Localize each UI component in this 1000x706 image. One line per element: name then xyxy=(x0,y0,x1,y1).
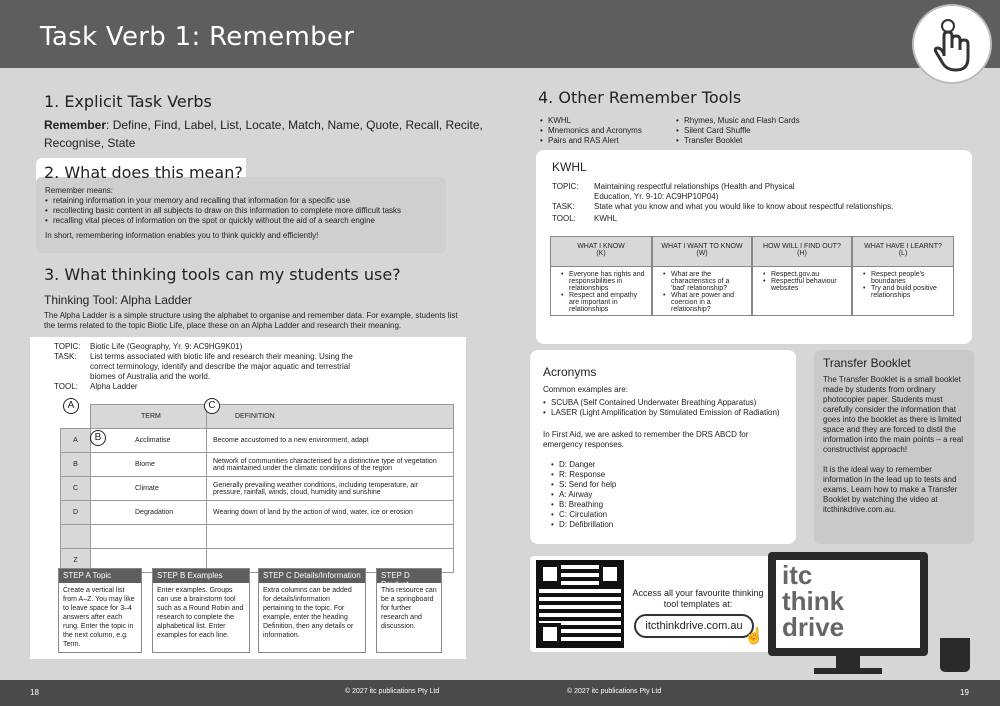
acronyms-para: In First Aid, we are asked to remember the DRS ABCD for emergency responses. xyxy=(543,430,749,449)
marker-b: B xyxy=(90,430,106,446)
row-term: Climate xyxy=(91,477,207,501)
table-row xyxy=(61,429,454,453)
card-meta xyxy=(54,342,354,392)
step-head: STEP A Topic xyxy=(59,569,141,583)
tool-value: Alpha Ladder xyxy=(90,382,138,391)
brand-itc: itc xyxy=(782,560,813,590)
list-item: • Try and build positive relationships xyxy=(863,285,947,299)
step-text: This resource can be a springboard for further research and discussion. xyxy=(381,587,437,630)
col-head: WHAT I WANT TO KNOW xyxy=(661,243,743,250)
acronyms-lead: Common examples are: xyxy=(543,385,628,394)
page-number-left: 18 xyxy=(30,688,39,697)
url-button[interactable]: itcthinkdrive.com.au xyxy=(634,614,754,638)
row-definition: Network of communities characterised by a distinctive type of vegetation and maintained under the climatic conditions of the region xyxy=(207,453,454,477)
step-d xyxy=(376,568,442,653)
section2-summary: In short, remembering information enables you to think quickly and efficiently! xyxy=(45,231,319,240)
list-item: • D: Danger xyxy=(551,460,788,470)
table-row xyxy=(61,525,454,549)
tools-list-1 xyxy=(540,116,670,146)
monitor-base xyxy=(814,668,882,674)
copyright-right: © 2027 itc publications Pty Ltd xyxy=(567,688,662,695)
tool-label: TOOL: xyxy=(552,214,576,223)
step-text: Create a vertical list from A–Z. You may like to leave space for 3–4 answers after each rung. Enter the topic in the next column, e.g. Term. xyxy=(63,587,135,648)
table-row xyxy=(61,477,454,501)
list-item: • SCUBA (Self Contained Underwater Breathing Apparatus) xyxy=(543,398,788,408)
list-item: • R: Response xyxy=(551,470,788,480)
section3-heading: 3. What thinking tools can my students use? xyxy=(44,265,401,284)
remember-label: Remember xyxy=(44,118,107,132)
step-b xyxy=(152,568,250,653)
list-item: • D: Defibrillation xyxy=(551,520,788,530)
list-item: • Respectful behaviour websites xyxy=(763,278,845,292)
list-item: • KWHL xyxy=(540,116,670,126)
list-item: • S: Send for help xyxy=(551,480,788,490)
brand-drive: drive xyxy=(782,612,845,642)
topic-value: Maintaining respectful relationships (Health and Physical Education, Yr. 9-10: AC9HP10P04) xyxy=(594,182,795,201)
row-definition: Become accustomed to a new environment, adapt xyxy=(207,429,454,453)
tool-subheading: Thinking Tool: Alpha Ladder xyxy=(44,293,192,307)
task-verbs-list: : Define, Find, Label, List, Locate, Match, Name, Quote, Recall, Recite, Recognise, State xyxy=(44,118,483,150)
step-head: STEP D Product xyxy=(377,569,441,583)
task-label: TASK: xyxy=(552,202,575,211)
promo-text: Access all your favourite thinking tool templates at: xyxy=(632,588,764,609)
list-item: • Everyone has rights and responsibilities in relationships xyxy=(561,271,645,292)
row-letter: D xyxy=(61,501,91,525)
section2-heading: 2. What does this mean? xyxy=(44,163,243,182)
row-definition: Wearing down of land by the action of wind, water, ice or erosion xyxy=(207,501,454,525)
step-a xyxy=(58,568,142,653)
brand-think: think xyxy=(782,586,845,616)
row-letter: B xyxy=(61,453,91,477)
task-label: TASK: xyxy=(54,352,77,361)
step-head: STEP C Details/Information xyxy=(259,569,365,583)
row-letter: Z xyxy=(61,549,91,573)
topic-value: Biotic Life (Geography, Yr. 9: AC9HG9K01) xyxy=(90,342,243,351)
acronyms-title: Acronyms xyxy=(543,365,597,379)
coffee-mug-icon xyxy=(940,638,970,672)
step-head: STEP B Examples xyxy=(153,569,249,583)
list-item: • Rhymes, Music and Flash Cards xyxy=(676,116,816,126)
brand-logo xyxy=(782,562,844,640)
definition-header: DEFINITION xyxy=(207,405,454,429)
col-key: (W) xyxy=(696,250,708,257)
row-definition: Generally prevailing weather conditions, including temperature, air pressure, rainfall, winds, cloud, humidity and sunshine xyxy=(207,477,454,501)
row-term: Degradation xyxy=(91,501,207,525)
section1-heading: 1. Explicit Task Verbs xyxy=(44,92,212,111)
kwhl-meta xyxy=(552,182,952,224)
row-term: Biome xyxy=(91,453,207,477)
row-letter: A xyxy=(61,429,91,453)
topic-label: TOPIC: xyxy=(54,342,81,351)
qr-code[interactable] xyxy=(536,560,624,648)
list-item: • A: Airway xyxy=(551,490,788,500)
list-item: • C: Circulation xyxy=(551,510,788,520)
kwhl-col-h xyxy=(752,236,852,316)
list-item: • recalling vital pieces of information on the spot or quickly without the aid of a search engine xyxy=(45,216,445,226)
kwhl-title: KWHL xyxy=(552,160,587,174)
transfer-p2: It is the ideal way to remember information in the lead up to tests and exams. Learn how to make a Transfer Booklet by watching the video at itcthinkdrive.com.au. xyxy=(823,465,958,514)
footer-bar xyxy=(0,680,1000,706)
tool-value: KWHL xyxy=(594,214,618,223)
marker-c: C xyxy=(204,398,220,414)
list-item: • retaining information in your memory and recalling that information for a specific use xyxy=(45,196,445,206)
page-title: Task Verb 1: Remember xyxy=(40,22,355,52)
col-key: (H) xyxy=(797,250,807,257)
alpha-ladder-table xyxy=(60,404,454,573)
row-letter: C xyxy=(61,477,91,501)
list-item: • recollecting basic content in all subjects to draw on this information to complete more difficult tasks xyxy=(45,206,445,216)
table-row xyxy=(61,501,454,525)
list-item: • Respect and empathy are important in relationships xyxy=(561,292,645,313)
col-key: (L) xyxy=(898,250,908,257)
task-value: List terms associated with biotic life and research their meaning. Using the correct terminology, identify and describe the major aquatic and terrestrial biomes of Australia and the world. xyxy=(90,352,353,381)
col-head: WHAT I KNOW xyxy=(577,243,625,250)
col-key: (K) xyxy=(596,250,606,257)
list-item: • What are the characteristics of a 'bad' relationship? xyxy=(663,271,745,292)
transfer-p1: The Transfer Booklet is a small booklet made by students from ordinary photocopier paper. Students must carefully consider the information that goes into the booklet as there is limited space and they are forced to distil the information into the main points – a real constructivist approach! xyxy=(823,375,964,454)
step-text: Enter examples. Groups can use a brainstorm tool such as a Round Robin and research to complete the alphabetical list. Enter examples for each line. xyxy=(157,587,244,639)
row-letter xyxy=(61,525,91,549)
list-item: • What are power and coercion in a relationship? xyxy=(663,292,745,313)
tools-list-2 xyxy=(676,116,816,146)
marker-a: A xyxy=(63,398,79,414)
term-header: TERM xyxy=(91,405,207,429)
section4-heading: 4. Other Remember Tools xyxy=(538,88,742,107)
list-item: • LASER (Light Amplification by Stimulated Emission of Radiation) xyxy=(543,408,788,418)
acronyms-body xyxy=(543,385,788,530)
kwhl-col-l xyxy=(852,236,954,316)
col-head: WHAT HAVE I LEARNT? xyxy=(864,243,942,250)
task-verbs xyxy=(44,116,484,152)
list-item: • Silent Card Shuffle xyxy=(676,126,816,136)
remember-means: Remember means: xyxy=(45,186,114,195)
alpha-ladder-intro: The Alpha Ladder is a simple structure using the alphabet to organise and remember data. For example, students list the terms related to the topic Biotic Life, place these on an Alpha Ladder and research their meaning. xyxy=(44,311,458,330)
step-text: Extra columns can be added for details/information pertaining to the topic. For example, enter the heading Definition, then any details or information. xyxy=(263,587,354,639)
page-number-right: 19 xyxy=(960,688,969,697)
step-c xyxy=(258,568,366,653)
transfer-body xyxy=(823,375,968,515)
list-item: • Respect.gov.au xyxy=(763,271,845,278)
pointer-hand-icon: ☝ xyxy=(744,628,764,645)
row-term: Acclimatise xyxy=(91,429,207,453)
list-item: • Pairs and RAS Alert xyxy=(540,136,670,146)
list-item: • Respect people's boundaries xyxy=(863,271,947,285)
table-row xyxy=(61,453,454,477)
tool-label: TOOL: xyxy=(54,382,78,391)
list-item: • B: Breathing xyxy=(551,500,788,510)
transfer-title: Transfer Booklet xyxy=(823,356,911,370)
section2-body xyxy=(45,186,445,241)
kwhl-col-k xyxy=(550,236,652,316)
hand-touch-icon xyxy=(912,4,992,84)
kwhl-col-w xyxy=(652,236,752,316)
col-head: HOW WILL I FIND OUT? xyxy=(763,243,841,250)
list-item: • Mnemonics and Acronyms xyxy=(540,126,670,136)
task-value: State what you know and what you would like to know about respectful relationships. xyxy=(594,202,894,211)
copyright-left: © 2027 itc publications Pty Ltd xyxy=(345,688,440,695)
list-item: • Transfer Booklet xyxy=(676,136,816,146)
topic-label: TOPIC: xyxy=(552,182,579,191)
